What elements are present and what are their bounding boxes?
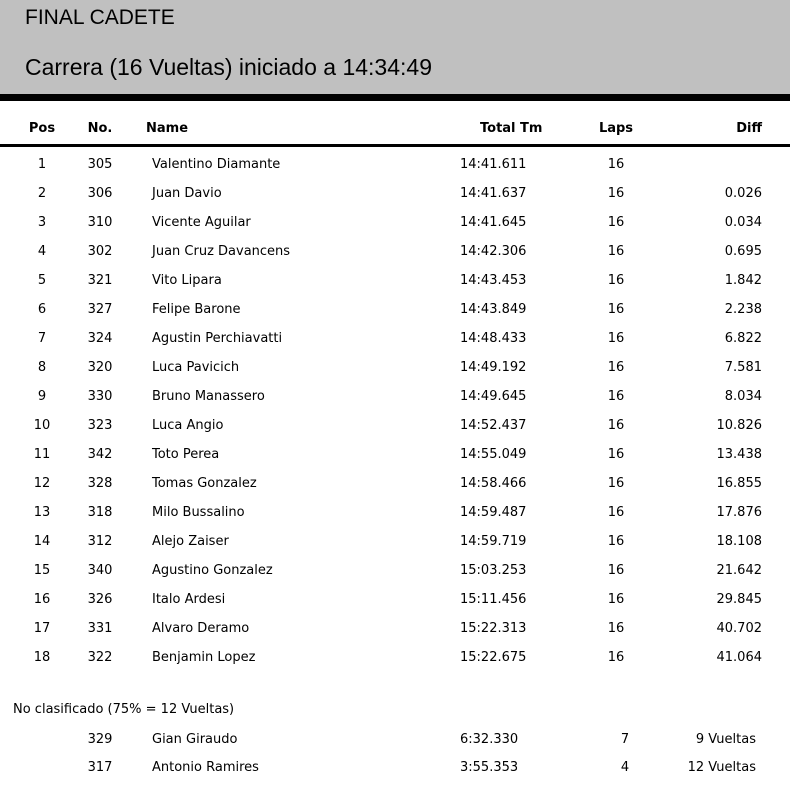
cell-diff: 9 Vueltas: [695, 732, 756, 747]
table-row: [0, 648, 790, 677]
cell-no: 328: [87, 476, 113, 491]
cell-diff: 10.826: [716, 418, 762, 433]
report-header: [0, 0, 790, 94]
cell-no: 302: [87, 244, 113, 259]
cell-diff: 18.108: [716, 534, 762, 549]
cell-pos: 10: [33, 418, 51, 433]
cell-total: 14:41.637: [460, 186, 527, 201]
table-row: [0, 619, 790, 648]
cell-name: Gian Giraudo: [152, 732, 238, 747]
cell-diff: 1.842: [724, 273, 762, 288]
table-row: [0, 155, 790, 184]
cell-no: 310: [87, 215, 113, 230]
cell-total: 14:59.487: [460, 505, 527, 520]
cell-laps: 16: [607, 447, 625, 462]
not-classified-label: No clasificado (75% = 12 Vueltas): [13, 702, 235, 717]
cell-diff: 13.438: [716, 447, 762, 462]
cell-pos: 9: [37, 389, 47, 404]
table-row: [0, 213, 790, 242]
cell-laps: 16: [607, 331, 625, 346]
cell-pos: 1: [37, 157, 47, 172]
cell-total: 14:42.306: [460, 244, 527, 259]
cell-pos: 16: [33, 592, 51, 607]
cell-name: Alejo Zaiser: [152, 534, 229, 549]
cell-total: 15:11.456: [460, 592, 527, 607]
cell-no: 306: [87, 186, 113, 201]
cell-no: 320: [87, 360, 113, 375]
cell-diff: 21.642: [716, 563, 762, 578]
cell-total: 15:03.253: [460, 563, 527, 578]
cell-diff: 17.876: [716, 505, 762, 520]
cell-diff: 41.064: [716, 650, 762, 665]
cell-pos: 13: [33, 505, 51, 520]
cell-laps: 16: [607, 186, 625, 201]
cell-no: 329: [87, 732, 113, 747]
table-header: [0, 119, 790, 139]
cell-pos: 5: [37, 273, 47, 288]
table-row: [0, 445, 790, 474]
cell-laps: 16: [607, 563, 625, 578]
cell-diff: 0.034: [724, 215, 762, 230]
cell-diff: 8.034: [724, 389, 762, 404]
cell-name: Luca Angio: [152, 418, 224, 433]
cell-diff: 16.855: [716, 476, 762, 491]
cell-total: 3:55.353: [460, 760, 519, 775]
col-laps: Laps: [598, 121, 634, 136]
cell-no: 305: [87, 157, 113, 172]
cell-name: Alvaro Deramo: [152, 621, 250, 636]
cell-name: Agustino Gonzalez: [152, 563, 273, 578]
cell-total: 14:41.645: [460, 215, 527, 230]
cell-total: 15:22.313: [460, 621, 527, 636]
table-row: [0, 387, 790, 416]
cell-laps: 16: [607, 534, 625, 549]
cell-total: 14:41.611: [460, 157, 527, 172]
cell-pos: 3: [37, 215, 47, 230]
cell-laps: 16: [607, 244, 625, 259]
cell-no: 322: [87, 650, 113, 665]
cell-diff: 6.822: [724, 331, 762, 346]
cell-laps: 4: [620, 760, 630, 775]
table-row: [0, 300, 790, 329]
cell-laps: 16: [607, 650, 625, 665]
cell-laps: 16: [607, 505, 625, 520]
cell-laps: 16: [607, 621, 625, 636]
table-row: [0, 184, 790, 213]
cell-no: 326: [87, 592, 113, 607]
cell-total: 14:59.719: [460, 534, 527, 549]
header-divider: [0, 94, 790, 101]
col-total: Total Tm: [480, 121, 543, 136]
cell-no: 318: [87, 505, 113, 520]
cell-pos: 7: [37, 331, 47, 346]
cell-total: 14:52.437: [460, 418, 527, 433]
results-table: [0, 155, 790, 677]
table-row: [0, 730, 790, 758]
cell-no: 330: [87, 389, 113, 404]
cell-no: 317: [87, 760, 113, 775]
cell-total: 14:43.453: [460, 273, 527, 288]
report-subtitle: Carrera (16 Vueltas) iniciado a 14:34:49: [25, 54, 432, 80]
cell-total: 14:58.466: [460, 476, 527, 491]
table-row: [0, 358, 790, 387]
cell-pos: 17: [33, 621, 51, 636]
cell-pos: 8: [37, 360, 47, 375]
cell-laps: 16: [607, 418, 625, 433]
table-row: [0, 590, 790, 619]
cell-no: 331: [87, 621, 113, 636]
cell-total: 14:49.192: [460, 360, 527, 375]
cell-laps: 16: [607, 360, 625, 375]
col-pos: Pos: [28, 121, 56, 136]
cell-total: 6:32.330: [460, 732, 519, 747]
table-row: [0, 271, 790, 300]
cell-pos: 2: [37, 186, 47, 201]
cell-name: Felipe Barone: [152, 302, 241, 317]
cell-total: 14:55.049: [460, 447, 527, 462]
cell-diff: 2.238: [724, 302, 762, 317]
not-classified-table: [0, 730, 790, 786]
cell-no: 323: [87, 418, 113, 433]
cell-pos: 18: [33, 650, 51, 665]
cell-name: Italo Ardesi: [152, 592, 226, 607]
table-row: [0, 503, 790, 532]
cell-diff: 29.845: [716, 592, 762, 607]
cell-laps: 16: [607, 302, 625, 317]
col-no: No.: [87, 121, 113, 136]
cell-no: 324: [87, 331, 113, 346]
table-row: [0, 532, 790, 561]
cell-name: Antonio Ramires: [152, 760, 259, 775]
cell-no: 327: [87, 302, 113, 317]
cell-name: Juan Cruz Davancens: [152, 244, 291, 259]
cell-laps: 16: [607, 273, 625, 288]
cell-name: Vito Lipara: [152, 273, 222, 288]
cell-no: 342: [87, 447, 113, 462]
cell-pos: 11: [33, 447, 51, 462]
cell-name: Agustin Perchiavatti: [152, 331, 283, 346]
cell-pos: 6: [37, 302, 47, 317]
cell-name: Milo Bussalino: [152, 505, 245, 520]
cell-laps: 16: [607, 157, 625, 172]
cell-no: 321: [87, 273, 113, 288]
cell-name: Tomas Gonzalez: [152, 476, 257, 491]
cell-name: Luca Pavicich: [152, 360, 240, 375]
cell-pos: 15: [33, 563, 51, 578]
cell-pos: 14: [33, 534, 51, 549]
table-row: [0, 416, 790, 445]
report-title: FINAL CADETE: [25, 6, 175, 29]
cell-laps: 16: [607, 476, 625, 491]
cell-diff: 0.026: [724, 186, 762, 201]
cell-pos: 4: [37, 244, 47, 259]
cell-total: 14:48.433: [460, 331, 527, 346]
table-row: [0, 474, 790, 503]
cell-total: 15:22.675: [460, 650, 527, 665]
cell-name: Benjamin Lopez: [152, 650, 256, 665]
cell-name: Toto Perea: [152, 447, 220, 462]
table-header-divider: [0, 144, 790, 147]
table-row: [0, 242, 790, 271]
cell-laps: 16: [607, 592, 625, 607]
cell-laps: 16: [607, 389, 625, 404]
col-name: Name: [146, 121, 189, 136]
cell-laps: 7: [620, 732, 630, 747]
cell-name: Bruno Manassero: [152, 389, 265, 404]
cell-diff: 40.702: [716, 621, 762, 636]
cell-diff: 7.581: [724, 360, 762, 375]
cell-total: 14:43.849: [460, 302, 527, 317]
table-row: [0, 758, 790, 786]
cell-diff: 12 Vueltas: [687, 760, 756, 775]
cell-name: Juan Davio: [152, 186, 222, 201]
cell-laps: 16: [607, 215, 625, 230]
table-row: [0, 561, 790, 590]
table-row: [0, 329, 790, 358]
cell-diff: 0.695: [724, 244, 762, 259]
cell-total: 14:49.645: [460, 389, 527, 404]
col-diff: Diff: [736, 121, 762, 136]
cell-name: Vicente Aguilar: [152, 215, 251, 230]
cell-name: Valentino Diamante: [152, 157, 281, 172]
cell-no: 340: [87, 563, 113, 578]
cell-pos: 12: [33, 476, 51, 491]
cell-diff: [640, 155, 762, 184]
cell-no: 312: [87, 534, 113, 549]
